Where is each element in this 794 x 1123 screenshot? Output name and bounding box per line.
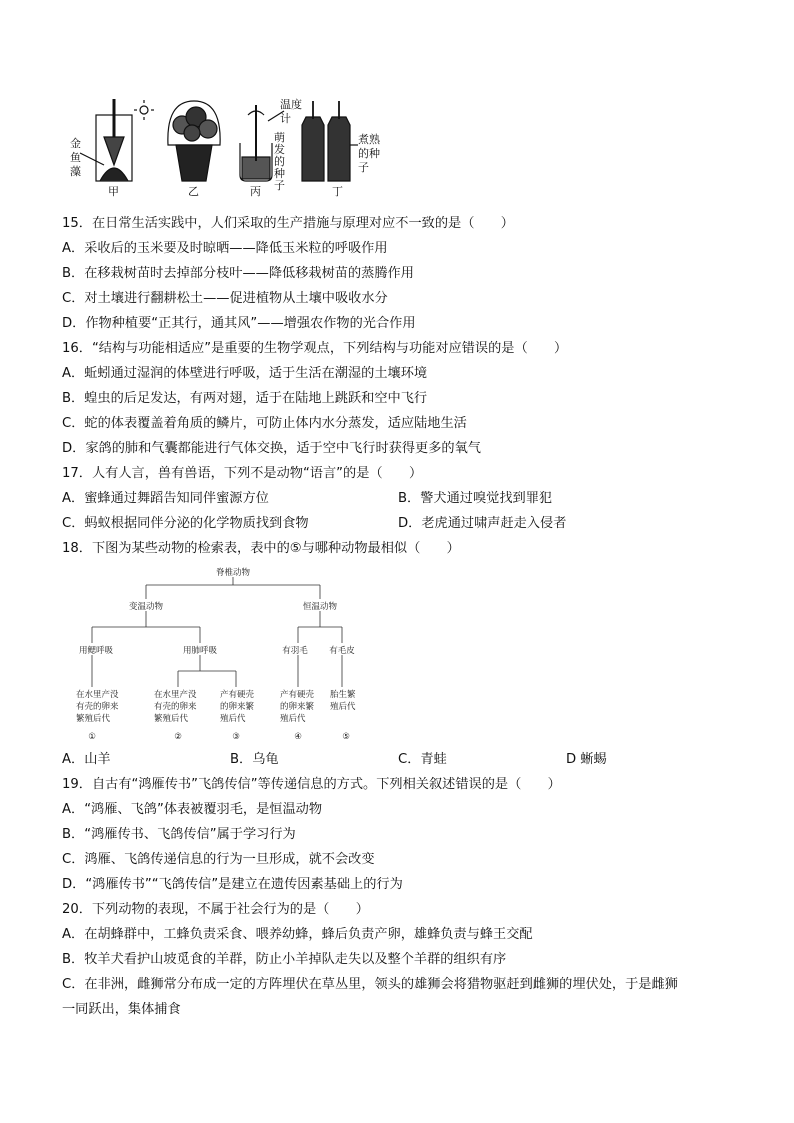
q16-option-d: D．家鸽的肺和气囊都能进行气体交换，适于空中飞行时获得更多的氧气 — [62, 441, 481, 456]
q16-option-b: B．蝗虫的后足发达，有两对翅，适于在陆地上跳跃和空中飞行 — [62, 391, 428, 406]
experiment-figure — [70, 95, 390, 200]
thermometer-label-2: 计 — [280, 112, 291, 125]
q18-option-c: C．青蛙 — [398, 752, 447, 767]
q16-stem: 16．“结构与功能相适应”是重要的生物学观点，下列结构与功能对应错误的是（ ） — [62, 341, 568, 356]
goldfish-algae-label-1: 金 — [70, 137, 81, 150]
q20-option-c-continued: 一同跃出，集体捕食 — [62, 1002, 181, 1017]
key-leaf1-line1: 在水里产没 — [76, 690, 119, 700]
sprouting-label-5: 子 — [274, 179, 285, 192]
key-leaf4-line3: 殖后代 — [280, 714, 306, 724]
key-num-2: ② — [174, 732, 182, 742]
key-num-3: ③ — [232, 732, 240, 742]
goldfish-algae-label-2: 鱼 — [70, 151, 81, 164]
q18-option-d: D 蜥蜴 — [566, 752, 607, 767]
q15-option-b: B．在移栽树苗时去掉部分枝叶——降低移栽树苗的蒸腾作用 — [62, 266, 414, 281]
q20-option-c: C．在非洲，雌狮常分布成一定的方阵埋伏在草丛里，领头的雄狮会将猎物驱赶到雌狮的埋伏处，于是雌狮 — [62, 977, 678, 992]
q17-option-a: A．蜜蜂通过舞蹈告知同伴蜜源方位 — [62, 491, 269, 506]
key-leaf4-line1: 产有硬壳 — [280, 690, 315, 700]
key-tree-lines — [92, 577, 342, 687]
key-leaf2-line1: 在水里产没 — [154, 690, 197, 700]
key-leaf4-line2: 的卵来繁 — [280, 702, 315, 712]
key-feather: 有羽毛 — [282, 646, 308, 656]
q20-option-b: B．牧羊犬看护山坡觅食的羊群，防止小羊掉队走失以及整个羊群的组织有序 — [62, 952, 507, 967]
q20-option-a: A．在胡蜂群中，工蜂负责采食、喂养幼蜂，蜂后负责产卵，雄蜂负责与蜂王交配 — [62, 927, 533, 942]
key-cold-blooded: 变温动物 — [128, 602, 164, 612]
setup-ding — [302, 101, 358, 181]
q19-option-d: D．“鸿雁传书”“飞鸽传信”是建立在遗传因素基础上的行为 — [62, 877, 403, 892]
q15-option-c: C．对土壤进行翻耕松土——促进植物从土壤中吸收水分 — [62, 291, 388, 306]
q16-option-c: C．蛇的体表覆盖着角质的鳞片，可防止体内水分蒸发，适应陆地生活 — [62, 416, 467, 431]
setup-jia — [80, 99, 154, 181]
key-leaf2-line3: 繁殖后代 — [154, 714, 189, 724]
q17-option-d: D．老虎通过啸声赶走入侵者 — [398, 516, 567, 531]
key-leaf3-line2: 的卵来繁 — [220, 702, 255, 712]
key-num-4: ④ — [294, 732, 302, 742]
q20-stem: 20．下列动物的表现，不属于社会行为的是（ ） — [62, 902, 369, 917]
sprouting-label-1: 萌 — [274, 131, 285, 144]
q19-option-b: B．“鸿雁传书、飞鸽传信”属于学习行为 — [62, 827, 296, 842]
key-leaf5-line1: 胎生繁 — [330, 690, 356, 700]
cooked-label-3: 子 — [358, 161, 369, 174]
sprouting-label-2: 发 — [274, 143, 285, 156]
q15-option-d: D．作物种植要“正其行，通其风”——增强农作物的光合作用 — [62, 316, 416, 331]
sprouting-label-4: 种 — [274, 167, 285, 180]
q17-option-c: C．蚂蚁根据同伴分泌的化学物质找到食物 — [62, 516, 309, 531]
thermometer-label-1: 温度 — [280, 98, 302, 111]
key-leaf3-line3: 殖后代 — [220, 714, 246, 724]
label-ding: 丁 — [332, 185, 343, 198]
q19-option-a: A．“鸿雁、飞鸽”体表被覆羽毛，是恒温动物 — [62, 802, 323, 817]
q18-stem: 18．下图为某些动物的检索表，表中的⑤与哪种动物最相似（ ） — [62, 541, 460, 556]
label-bing: 丙 — [250, 185, 261, 198]
sprouting-label-3: 的 — [274, 155, 285, 168]
q15-stem: 15．在日常生活实践中，人们采取的生产措施与原理对应不一致的是（ ） — [62, 216, 514, 231]
q17-option-b: B．警犬通过嗅觉找到罪犯 — [398, 491, 553, 506]
cooked-label-2: 的种 — [358, 147, 380, 160]
key-leaf1-line2: 有壳的卵来 — [76, 702, 119, 712]
label-yi: 乙 — [188, 185, 199, 198]
q18-option-b: B．乌龟 — [230, 752, 279, 767]
cooked-label-1: 煮熟 — [358, 133, 380, 146]
q19-stem: 19．自古有“鸿雁传书”飞鸽传信”等传递信息的方式。下列相关叙述错误的是（ ） — [62, 777, 561, 792]
setup-yi — [168, 101, 220, 181]
key-leaf1-line3: 繁殖后代 — [76, 714, 111, 724]
key-gill: 用鳃呼吸 — [78, 646, 114, 656]
key-fur: 有毛皮 — [329, 646, 355, 656]
goldfish-algae-label-3: 藻 — [70, 165, 81, 178]
label-jia: 甲 — [108, 185, 119, 198]
q18-option-a: A．山羊 — [62, 752, 111, 767]
q15-option-a: A．采收后的玉米要及时晾晒——降低玉米粒的呼吸作用 — [62, 241, 388, 256]
key-root: 脊椎动物 — [215, 568, 251, 578]
key-warm-blooded: 恒温动物 — [302, 602, 338, 612]
key-leaf2-line2: 有壳的卵来 — [154, 702, 197, 712]
key-leaf5-line2: 殖后代 — [330, 702, 356, 712]
animal-key-diagram — [70, 563, 370, 745]
key-leaf3-line1: 产有硬壳 — [220, 690, 255, 700]
key-lung: 用肺呼吸 — [182, 646, 218, 656]
q19-option-c: C．鸿雁、飞鸽传递信息的行为一旦形成，就不会改变 — [62, 852, 375, 867]
q17-stem: 17．人有人言，兽有兽语，下列不是动物“语言”的是（ ） — [62, 466, 423, 481]
q16-option-a: A．蚯蚓通过湿润的体壁进行呼吸，适于生活在潮湿的土壤环境 — [62, 366, 428, 381]
key-num-5: ⑤ — [342, 732, 350, 742]
key-num-1: ① — [88, 732, 96, 742]
